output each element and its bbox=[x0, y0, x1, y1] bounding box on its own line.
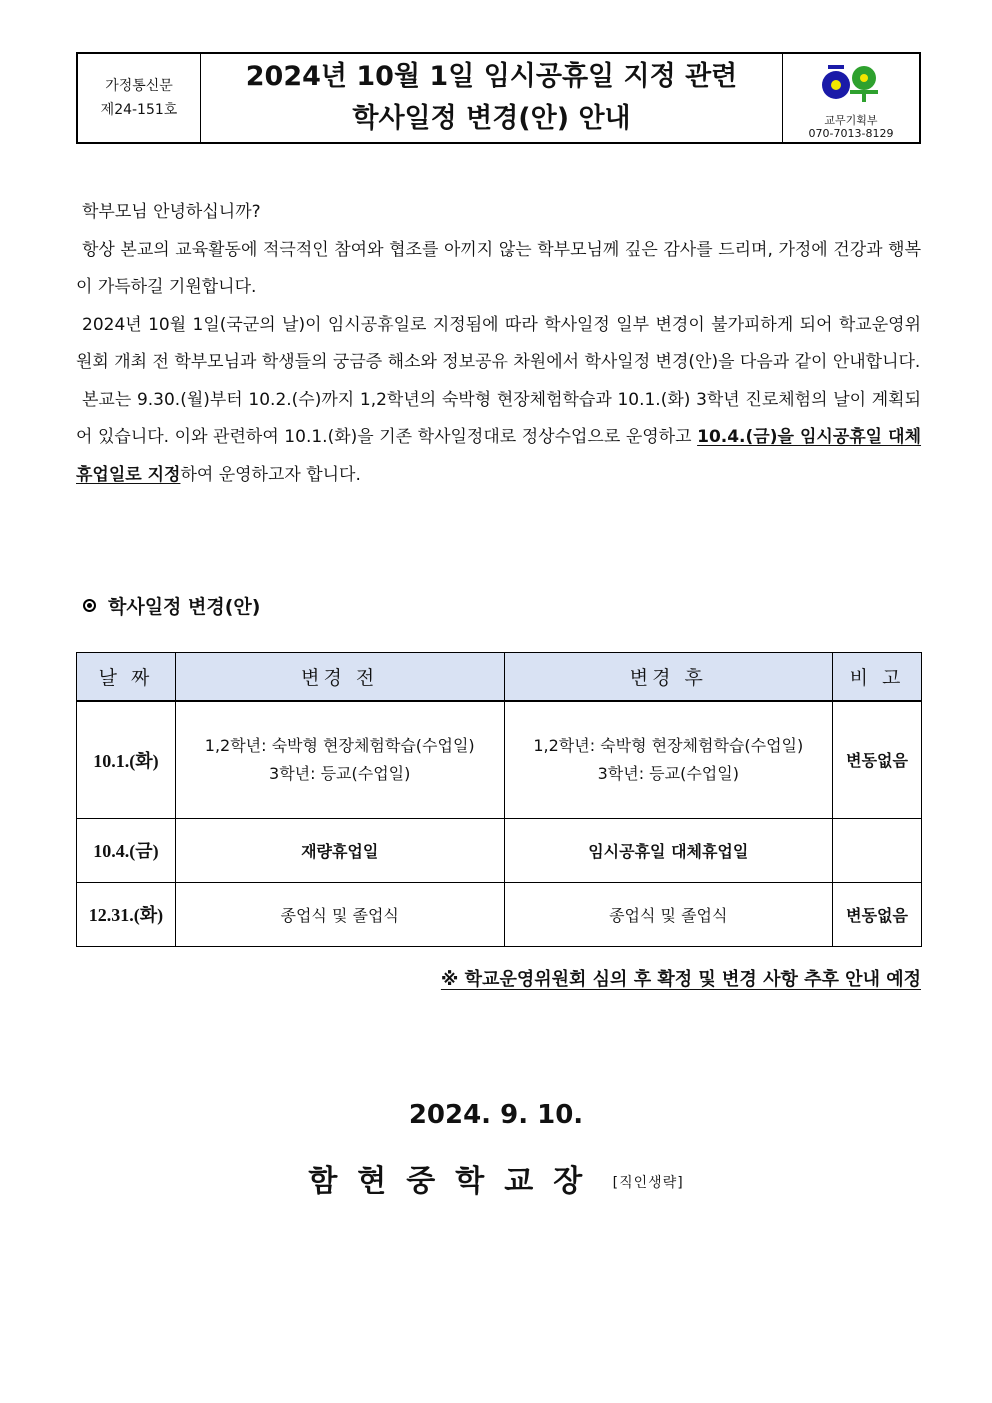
doc-info bbox=[78, 54, 201, 142]
row-after-line-1: 1,2학년: 숙박형 현장체험학습(수업일) bbox=[533, 735, 804, 755]
signature-block bbox=[0, 1156, 992, 1200]
document-header bbox=[76, 52, 921, 144]
paragraph-3 bbox=[76, 382, 921, 495]
paragraph-3-end: 하여 운영하고자 합니다. bbox=[180, 464, 361, 485]
row-note: 변동없음 bbox=[833, 882, 922, 946]
row-before-line-2: 3학년: 등교(수업일) bbox=[269, 763, 411, 783]
schedule-table bbox=[76, 652, 922, 947]
dept-name: 교무기획부 bbox=[824, 114, 878, 127]
paragraph-3-emphasis: 10.4.(금)을 임시공휴일 대체휴업일로 지정 bbox=[76, 427, 922, 485]
row-before: 재량휴업일 bbox=[175, 818, 504, 882]
header-before: 변경 전 bbox=[175, 653, 504, 702]
table-row bbox=[77, 818, 922, 882]
table-header-row bbox=[77, 653, 922, 702]
table-row bbox=[77, 882, 922, 946]
stamp-omitted: [직인생략] bbox=[612, 1175, 684, 1191]
school-logo-icon bbox=[816, 58, 886, 108]
document-title bbox=[201, 54, 782, 142]
row-before: 종업식 및 졸업식 bbox=[175, 882, 504, 946]
row-date: 10.4.(금) bbox=[77, 818, 176, 882]
row-after: 임시공휴일 대체휴업일 bbox=[504, 818, 833, 882]
dept-phone: 070-7013-8129 bbox=[808, 127, 894, 140]
row-note: 변동없음 bbox=[833, 701, 922, 818]
section-title: 학사일정 변경(안) bbox=[108, 596, 261, 618]
header-date: 날 짜 bbox=[77, 653, 176, 702]
title-line-1: 2024년 10월 1일 임시공휴일 지정 관련 bbox=[245, 61, 738, 92]
paragraph-2: 2024년 10월 1일(국군의 날)이 임시공휴일로 지정됨에 따라 학사일정 일부 변경이 불가피하게 되어 학교운영위원회 개최 전 학부모님과 학생들의 궁금증 해소와 정보공유 차원에서 학사일정 변경(안)을 다음과 같이 안내합니다. bbox=[76, 314, 921, 372]
row-note bbox=[833, 818, 922, 882]
title-line-2: 학사일정 변경(안) 안내 bbox=[352, 103, 631, 134]
letter-body bbox=[76, 194, 921, 494]
row-after: 종업식 및 졸업식 bbox=[504, 882, 833, 946]
paragraph-1: 항상 본교의 교육활동에 적극적인 참여와 협조를 아끼지 않는 학부모님께 깊은 감사를 드리며, 가정에 건강과 행복이 가득하길 기원합니다. bbox=[76, 239, 921, 297]
header-note: 비 고 bbox=[833, 653, 922, 702]
greeting: 학부모님 안녕하십니까? bbox=[82, 202, 261, 222]
row-after-line-2: 3학년: 등교(수업일) bbox=[597, 763, 739, 783]
section-heading bbox=[83, 592, 260, 619]
issue-date: 2024. 9. 10. bbox=[408, 1100, 584, 1130]
doc-number: 제24-151호 bbox=[100, 102, 178, 118]
row-before bbox=[175, 701, 504, 818]
row-before-line-1: 1,2학년: 숙박형 현장체험학습(수업일) bbox=[204, 735, 475, 755]
footnote: ※ 학교운영위원회 심의 후 확정 및 변경 사항 추후 안내 예정 bbox=[440, 969, 921, 990]
row-date: 10.1.(화) bbox=[77, 701, 176, 818]
paragraph-3-start: 본교는 9.30.(월)부터 10.2.(수)까지 1,2학년의 숙박형 현장체험학습과 10.1.(화) 3학년 진로체험의 날이 계획되어 있습니다. 이와 관련하여 10.1.(화)을 기존 학사일정대로 정상수업으로 운영하고 bbox=[76, 389, 921, 447]
header-after: 변경 후 bbox=[504, 653, 833, 702]
bullet-circle-icon bbox=[83, 599, 96, 612]
row-date: 12.31.(화) bbox=[77, 882, 176, 946]
dept-info bbox=[782, 54, 919, 142]
table-row bbox=[77, 701, 922, 818]
row-after bbox=[504, 701, 833, 818]
signer-name: 함현중학교장 bbox=[308, 1164, 603, 1199]
doc-type: 가정통신문 bbox=[105, 78, 173, 94]
